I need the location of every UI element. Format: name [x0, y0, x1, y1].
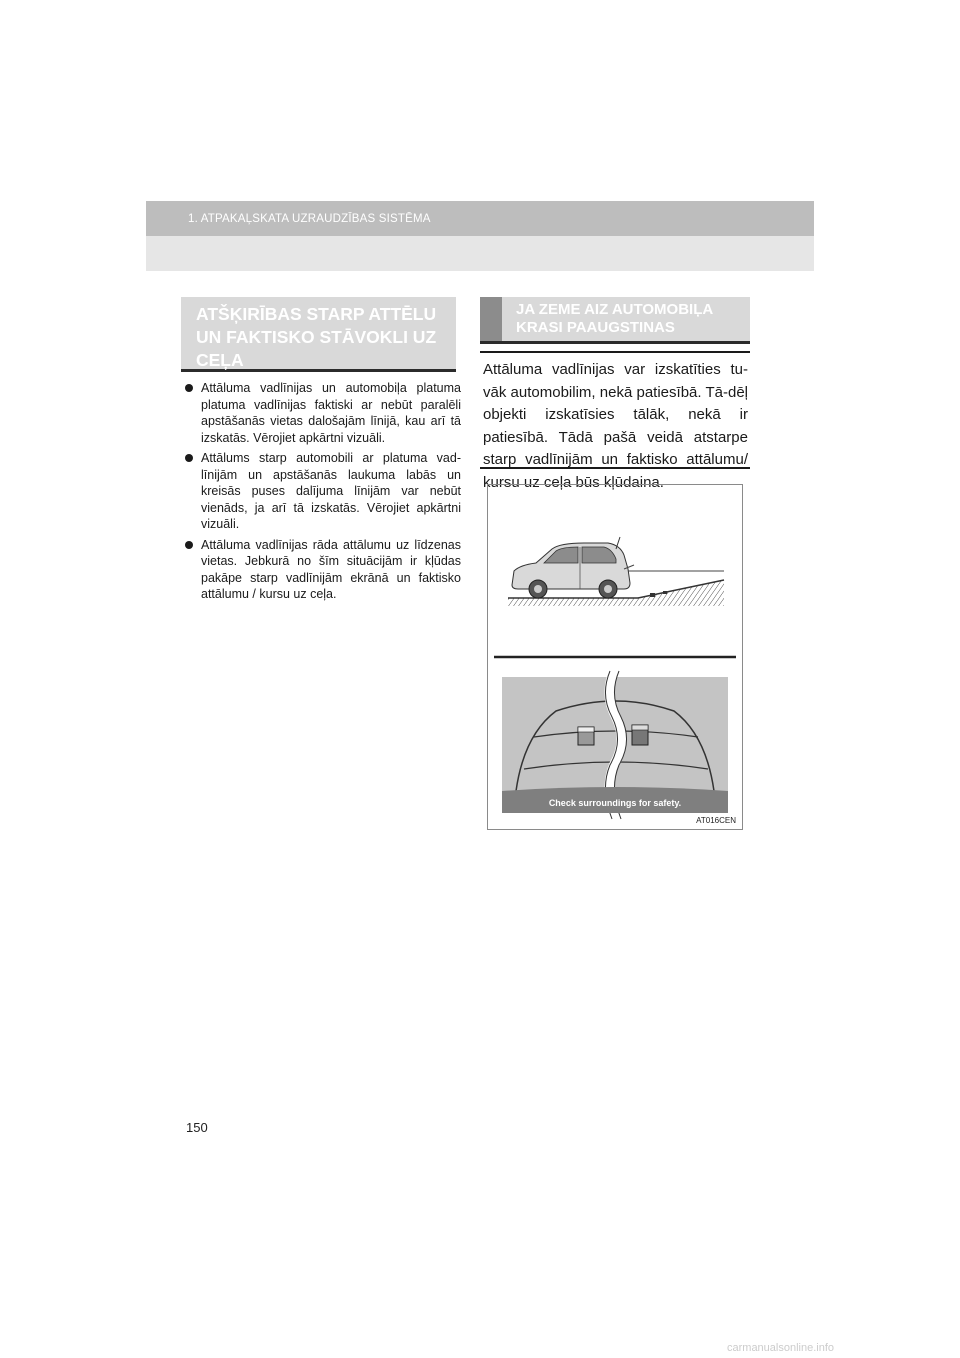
left-heading-text: ATŠĶIRĪBAS STARP ATTĒLU UN FAKTISKO STĀVOKLI UZ CEĻA [196, 304, 437, 370]
header-top-bar [146, 201, 814, 236]
car-side-view-icon [512, 537, 667, 598]
bullet-dot-icon [185, 454, 193, 462]
section-title: 1. ATPAKAĻSKATA UZRAUDZĪBAS SISTĒMA [188, 213, 431, 225]
list-item [181, 380, 461, 446]
bullet-text: Attāluma vadlīnijas un automobiļa platuma platuma vadlīnijas faktiski ar nebūt paralēli apstāšanās vietas dalošajām līnijā, kau arī tā izskatās. Vērojiet apkārtni vizuāli. [201, 381, 461, 445]
right-heading-text: JA ZEME AIZ AUTOMOBIĻA KRASI PAAUGSTINAS [516, 301, 713, 336]
bullet-dot-icon [185, 384, 193, 392]
camera-screen [502, 671, 728, 819]
header-band [146, 201, 814, 271]
heading-marker [480, 297, 502, 341]
left-section-heading [181, 297, 456, 372]
screen-message: Check surroundings for safety. [548, 798, 682, 808]
note-text: Attāluma vadlīnijas var izskatīties tu-vāk automobilim, nekā patiesībā. Tā-dēļ objekti izskatīsies tālāk, nekā ir patiesībā. Tādā pašā veidā atstarpe starp vadlīnijām un faktisko attālumu/ kursu uz ceļa būs kļūdaina. [483, 361, 748, 491]
figure-code: AT016CEN [696, 816, 736, 825]
list-item [181, 450, 461, 533]
bullet-list [181, 380, 461, 607]
right-section-heading [480, 297, 750, 344]
bullet-text: Attālums starp automobili ar platuma vad-līnijām un apstāšanās laukuma labās un kreisās puses dalījuma līnijām var nebūt vienāds, ja arī tā izskatās. Vērojiet apkārtni vizuāli. [201, 451, 461, 531]
note-box [480, 351, 750, 491]
bullet-text: Attāluma vadlīnijas rāda attālumu uz līdzenas vietas. Jebkurā no šīm situācijām ir kļūdas pakāpe starp vadlīnijām ekrānā un faktisko attālumu / kursu uz ceļa. [201, 537, 461, 601]
illustration-svg [488, 485, 742, 829]
list-item [181, 537, 461, 603]
page-number: 150 [186, 1120, 208, 1135]
bullet-dot-icon [185, 541, 193, 549]
watermark[interactable]: carmanualsonline.info [727, 1342, 835, 1354]
illustration-figure [487, 484, 743, 830]
